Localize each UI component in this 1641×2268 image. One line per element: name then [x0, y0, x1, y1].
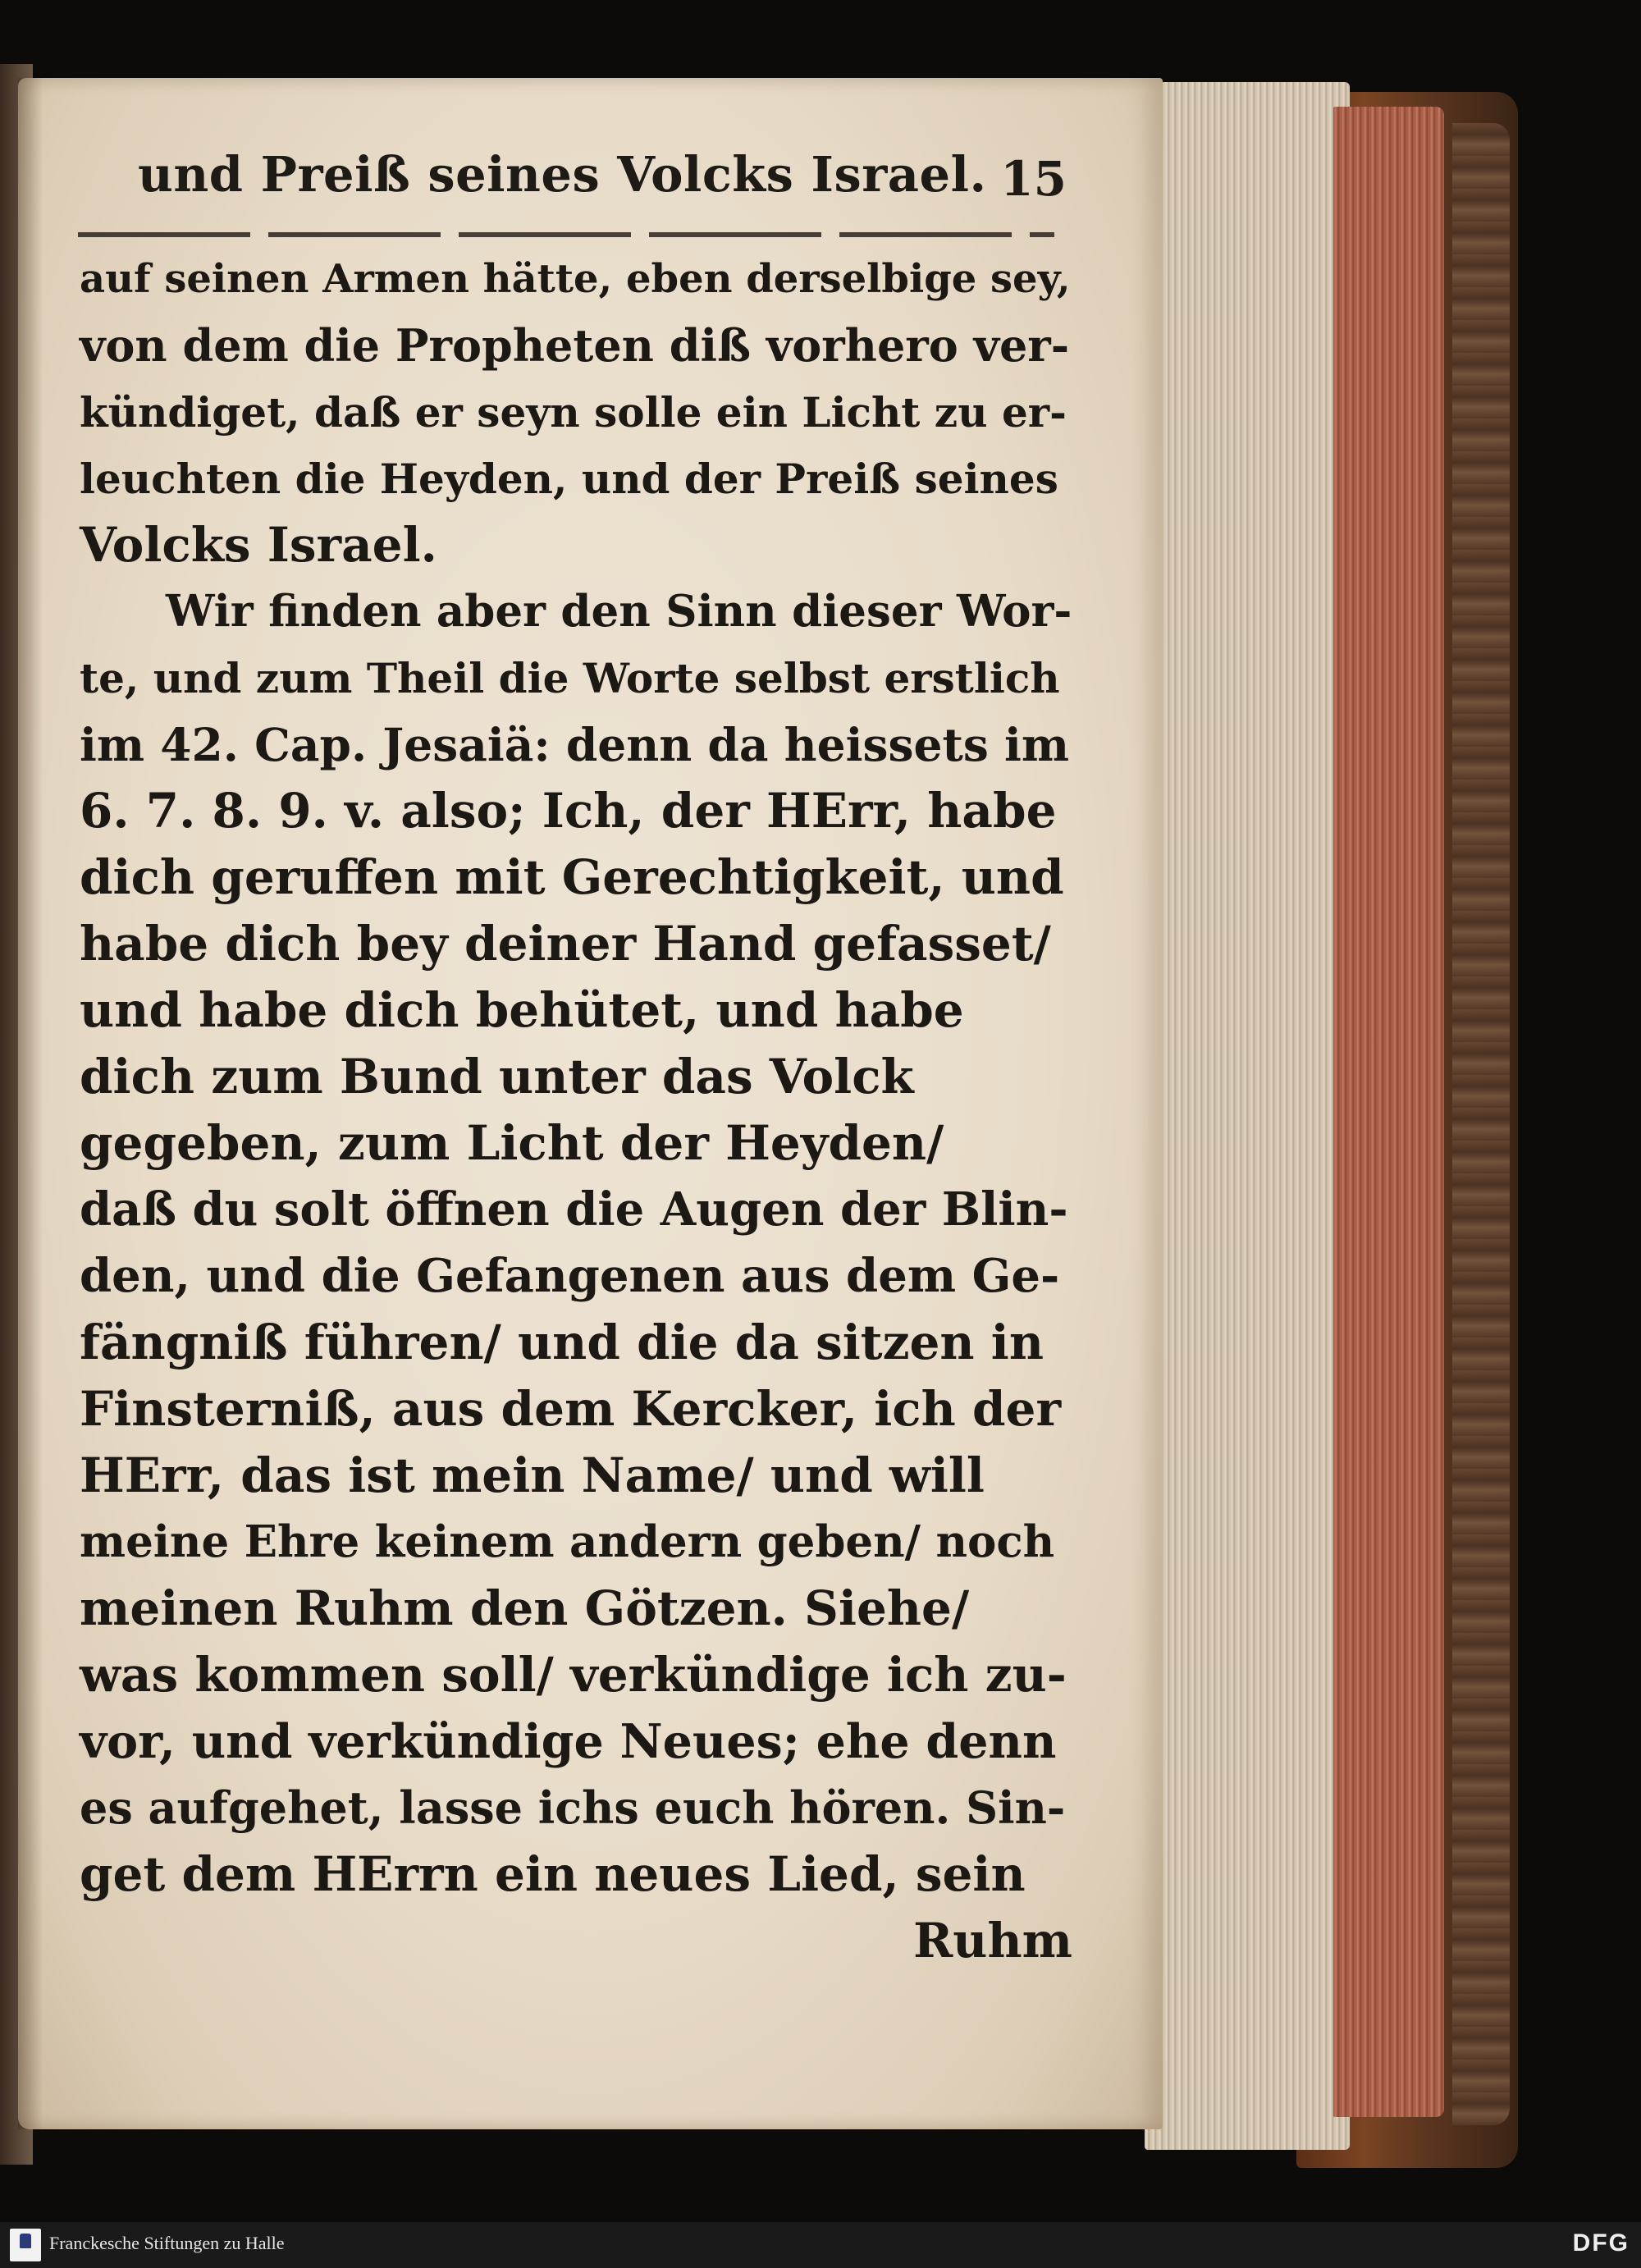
text-line: kündiget, daß er seyn solle ein Licht zu er-	[80, 388, 1067, 437]
text-line: HErr, das ist mein Name/ und will	[80, 1447, 985, 1503]
text-line: 6. 7. 8. 9. v. also; Ich, der HErr, habe	[80, 783, 1057, 839]
page-gutter-shadow	[18, 78, 43, 2129]
text-line: dich zum Bund unter das Volck	[80, 1049, 914, 1104]
text-line: gegeben, zum Licht der Heyden/	[80, 1115, 944, 1171]
text-line: dich geruffen mit Gerechtigkeit, und	[80, 849, 1064, 905]
text-line: von dem die Propheten diß vorhero ver-	[80, 319, 1070, 372]
footer-bar	[0, 2222, 1641, 2268]
catchword: Ruhm	[913, 1913, 1072, 1968]
text-line: habe dich bey deiner Hand gefasset/	[80, 916, 1051, 972]
text-line: fängniß führen/ und die da sitzen in	[80, 1315, 1044, 1370]
text-line: Wir finden aber den Sinn dieser Wor-	[166, 586, 1072, 637]
text-line: was kommen soll/ verkündige ich zu-	[80, 1647, 1067, 1703]
running-head	[131, 146, 1067, 228]
text-line: meine Ehre keinem andern geben/ noch	[80, 1516, 1055, 1567]
header-rule	[78, 232, 1054, 237]
text-line: meinen Ruhm den Götzen. Siehe/	[80, 1580, 970, 1636]
text-line: Volcks Israel.	[80, 517, 437, 573]
body-text	[80, 246, 1072, 1974]
institution-logo-icon	[10, 2229, 41, 2261]
page-edges	[1145, 82, 1350, 2150]
running-title: und Preiß seines Volcks Israel.	[138, 146, 987, 203]
text-line: es aufgehet, lasse ichs euch hören. Sin-	[80, 1781, 1066, 1834]
text-line: auf seinen Armen hätte, eben derselbige sey,	[80, 256, 1071, 302]
footer-institution: Franckesche Stiftungen zu Halle	[49, 2233, 285, 2253]
institution-emblem-icon	[20, 2234, 31, 2248]
page-number: 15	[1000, 151, 1067, 207]
text-line: leuchten die Heyden, und der Preiß seines	[80, 455, 1058, 503]
text-line: get dem HErrn ein neues Lied, sein	[80, 1846, 1026, 1902]
text-line: daß du solt öffnen die Augen der Blin-	[80, 1182, 1068, 1237]
text-line: den, und die Gefangenen aus dem Ge-	[80, 1249, 1060, 1303]
dfg-logo: DFG	[1572, 2229, 1630, 2257]
text-line: und habe dich behütet, und habe	[80, 982, 964, 1038]
red-page-edges	[1333, 107, 1444, 2117]
text-line: vor, und verkündige Neues; ehe denn	[80, 1714, 1057, 1769]
text-line: Finsterniß, aus dem Kercker, ich der	[80, 1381, 1061, 1437]
cover-edge-texture	[1452, 123, 1510, 2125]
text-line: im 42. Cap. Jesaiä: denn da heissets im	[80, 718, 1070, 771]
text-line: te, und zum Theil die Worte selbst erstlich	[80, 654, 1060, 702]
